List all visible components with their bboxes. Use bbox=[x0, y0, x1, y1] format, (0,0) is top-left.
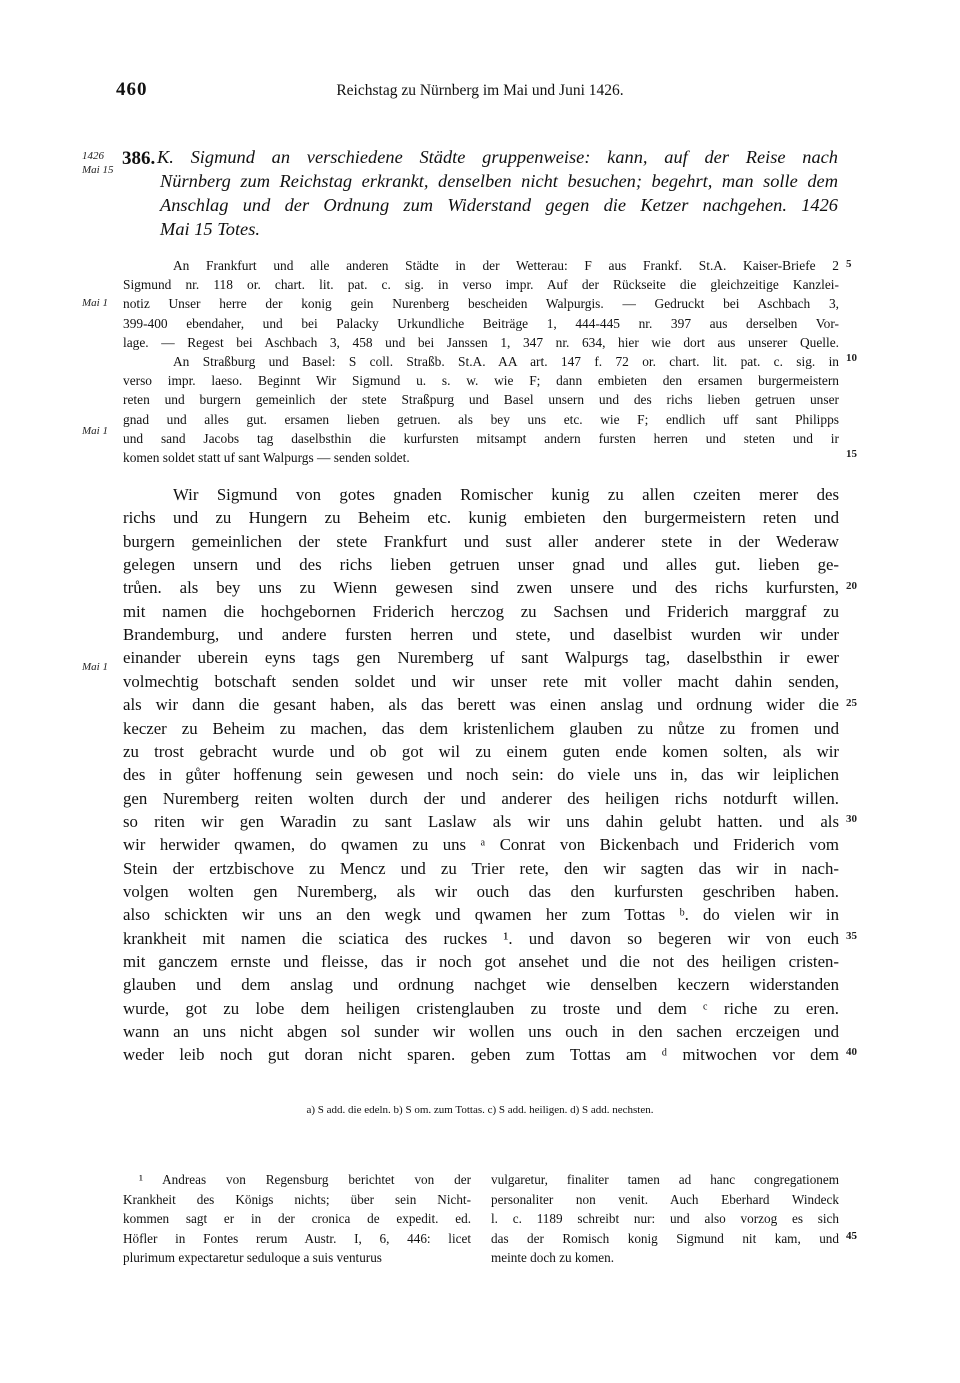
main-text-line: Wir Sigmund von gotes gnaden Romischer kunig zu allen czeiten merer des bbox=[173, 485, 839, 504]
main-text-line: des in gůter hoffenung sein gewesen und noch sein: do viele uns in, das wir leiplichen bbox=[123, 765, 839, 785]
main-text-line: trůen. als bey uns zu Wienn gewesen sind zwen unsere und des richs kurfursten, bbox=[123, 578, 839, 598]
source-note-line: komen soldet statt uf sant Walpurgs — senden soldet. bbox=[123, 450, 410, 465]
line-number: 5 bbox=[846, 258, 852, 270]
main-text-line: volgen wolten gen Nuremberg, als wir ouch das den kurfursten geschriben haben. bbox=[123, 881, 839, 901]
main-text-line: gen Nuremberg reiten wolten durch der und anderer des heiligen richs notdurft willen. bbox=[123, 788, 839, 808]
main-text-line: mit ganczem ernste und fleisse, das ir noch got ansehet und die not des heiligen cristen- bbox=[123, 952, 839, 971]
source-note-line: notiz Unser herre der konig gein Nurenberg bescheiden Walpurgis. — Gedruckt bei Aschbach 3, bbox=[123, 296, 839, 312]
margin-note: Mai 1 bbox=[82, 297, 108, 309]
main-text-line: als wir dann die gesant haben, als das berett was einen anslag und ordnung wider die bbox=[123, 695, 839, 715]
line-number: 10 bbox=[846, 352, 857, 364]
margin-note: Mai 15 bbox=[82, 164, 114, 176]
line-number: 20 bbox=[846, 580, 857, 592]
margin-note: Mai 1 bbox=[82, 425, 108, 437]
main-text-line: also schickten wir uns an den wegk und qwamen her zum Tottas ᵇ. do vielen wir in bbox=[123, 905, 839, 925]
regest-line: K. Sigmund an verschiedene Städte gruppenweise: kann, auf der Reise nach bbox=[157, 147, 838, 167]
source-note-line: An Frankfurt und alle anderen Städte in der Wetterau: F aus Frankf. St.A. Kaiser-Briefe 2 bbox=[173, 258, 839, 273]
main-text-line: richs und zu Hungern zu Beheim etc. kunig embieten den burgermeistern reten und bbox=[123, 508, 839, 528]
main-text-line: mit namen die hochgebornen Friderich herczog zu Sachsen und Friderich marggraf zu bbox=[123, 601, 839, 621]
regest-line: Anschlag und der Ordnung zum Widerstand gegen die Ketzer nachgehen. 1426 bbox=[160, 195, 838, 215]
line-number: 35 bbox=[846, 930, 857, 942]
main-text-line: Brandemburg, und andere fursten herren und stete, und daselbist wurden wir under bbox=[123, 625, 839, 645]
main-text-line: wurde, got zu lobe dem heiligen cristenglauben zu troste und dem ᶜ riche zu eren. bbox=[123, 998, 839, 1018]
source-note-line: An Straßburg und Basel: S coll. Straßb. St.A. AA art. 147 f. 72 or. chart. lit. pat. c. sig. in bbox=[173, 354, 839, 369]
source-note-line: lage. — Regest bei Aschbach 3, 458 und bei Janssen 1, 347 nr. 634, hier wie dort aus unserer Quelle. bbox=[123, 334, 839, 350]
footnote-line: ¹ Andreas von Regensburg berichtet von der bbox=[139, 1172, 471, 1187]
footnote-line-number: 45 bbox=[846, 1230, 857, 1242]
footnote-line: das der Romisch konig Sigmund nit kam, und bbox=[491, 1230, 839, 1246]
footnote-left-column bbox=[123, 1170, 471, 1268]
document-number: 386. bbox=[122, 148, 156, 169]
main-text-line: keczer zu Beheim zu machen, das dem kristenlichem glauben zu nůtze zu fromen und bbox=[123, 718, 839, 738]
main-text-line: einander uberein eyns tags gen Nuremberg uf sant Walpurgs tag, daselbsthin ir ewer bbox=[123, 648, 839, 668]
line-number: 30 bbox=[846, 813, 857, 825]
variant-notes: a) S add. die edeln. b) S om. zum Tottas. c) S add. heiligen. d) S add. nechsten. bbox=[306, 1104, 654, 1116]
page-number: 460 bbox=[116, 79, 148, 100]
source-note-line: gnad und alles gut. ersamen lieben getruen. als bey uns etc. wie F; endlich uff sant Philipps bbox=[123, 411, 839, 427]
line-number: 15 bbox=[846, 448, 857, 460]
regest-line: Mai 15 Totes. bbox=[160, 219, 260, 239]
main-text-line: volmechtig botschaft senden soldet und wir unser rete mit voller macht dahin senden, bbox=[123, 671, 839, 691]
footnote-line: plurimum expectaretur seduloque a suis venturus bbox=[123, 1250, 382, 1266]
footnote-line: meinte doch zu komen. bbox=[491, 1250, 615, 1266]
main-text-line: burgern gemeinlichen der stete Frankfurt und sust aller anderer stete in der Wederaw bbox=[123, 531, 839, 551]
document-regest bbox=[157, 145, 838, 241]
margin-note: Mai 1 bbox=[82, 661, 108, 673]
footnote-line: personaliter non venit. Auch Eberhard Windeck bbox=[491, 1191, 839, 1207]
main-text-line: gelegen unsern und des richs lieben getruen unser gnad und alles gut. lieben ge- bbox=[123, 555, 839, 575]
regest-line: Nürnberg zum Reichstag erkrankt, denselben nicht besuchen; begehrt, man solle dem bbox=[160, 171, 838, 191]
main-text-line: zu trost gebracht wurde und ob got wil zu einem guten ende komen solten, als wir bbox=[123, 741, 839, 761]
footnote-line: Krankheit des Königs nichts; über sein Nicht- bbox=[123, 1191, 471, 1207]
source-note-line: Sigmund nr. 118 or. chart. lit. pat. c. sig. in verso impr. Auf der Rückseite die gleichzeitige Kanzlei- bbox=[123, 277, 839, 293]
running-head: Reichstag zu Nürnberg im Mai und Juni 1426. bbox=[336, 82, 624, 99]
main-text-line: wann an uns nicht abgen sol sunder wir wollen uns ouch in den sachen erczeigen und bbox=[123, 1022, 839, 1042]
source-note-line: reten und burgern gemeinlich der stete Straßpurg und Basel unsern und des richs lieben getruen unser bbox=[123, 392, 839, 408]
footnote-line: l. c. 1189 schreibt nur: und also vorzog es sich bbox=[491, 1211, 839, 1227]
footnote-line: vulgaretur, finaliter tamen ad hanc congregationem bbox=[491, 1172, 839, 1187]
source-note-line: 399-400 ebendaher, und bei Palacky Urkundliche Beiträge 1, 444-445 nr. 397 aus derselben Vor- bbox=[123, 315, 839, 331]
line-number: 25 bbox=[846, 697, 857, 709]
main-text-line: so riten wir gen Waradin zu sant Laslaw als wir uns dahin gelubt hatten. und als bbox=[123, 811, 839, 831]
footnote-right-column bbox=[491, 1170, 839, 1268]
main-text-line: glauben und dem anslag und ordnung nachget wie denselben keczern widerstanden bbox=[123, 975, 839, 995]
footnote-line: Höfler in Fontes rerum Austr. I, 6, 446: licet bbox=[123, 1230, 471, 1246]
source-note-line: und sand Jacobs tag daselbsthin die kurfursten mitsampt andern fursten herren und steten und ir bbox=[123, 430, 839, 446]
main-text-line: krankheit mit namen die sciatica des ruckes ¹. und davon so begeren wir von euch bbox=[123, 928, 839, 948]
margin-note: 1426 bbox=[82, 150, 104, 162]
main-text-line: weder leib noch gut doran nicht sparen. geben zum Tottas am ᵈ mitwochen vor dem bbox=[123, 1045, 839, 1065]
footnote-line: kommen sagt er in der cronica de expedit. ed. bbox=[123, 1211, 471, 1227]
main-text-line: Stein der ertzbischove zu Mencz und zu Trier rete, den wir sagten das wir in nach- bbox=[123, 858, 839, 878]
line-number: 40 bbox=[846, 1046, 857, 1058]
main-text-line: wir herwider qwamen, do qwamen zu uns ᵃ Conrat von Bickenbach und Friderich vom bbox=[123, 835, 839, 855]
source-note-line: verso impr. laeso. Beginnt Wir Sigmund u. s. w. wie F; dann embieten den ersamen burgermeistern bbox=[123, 373, 839, 389]
